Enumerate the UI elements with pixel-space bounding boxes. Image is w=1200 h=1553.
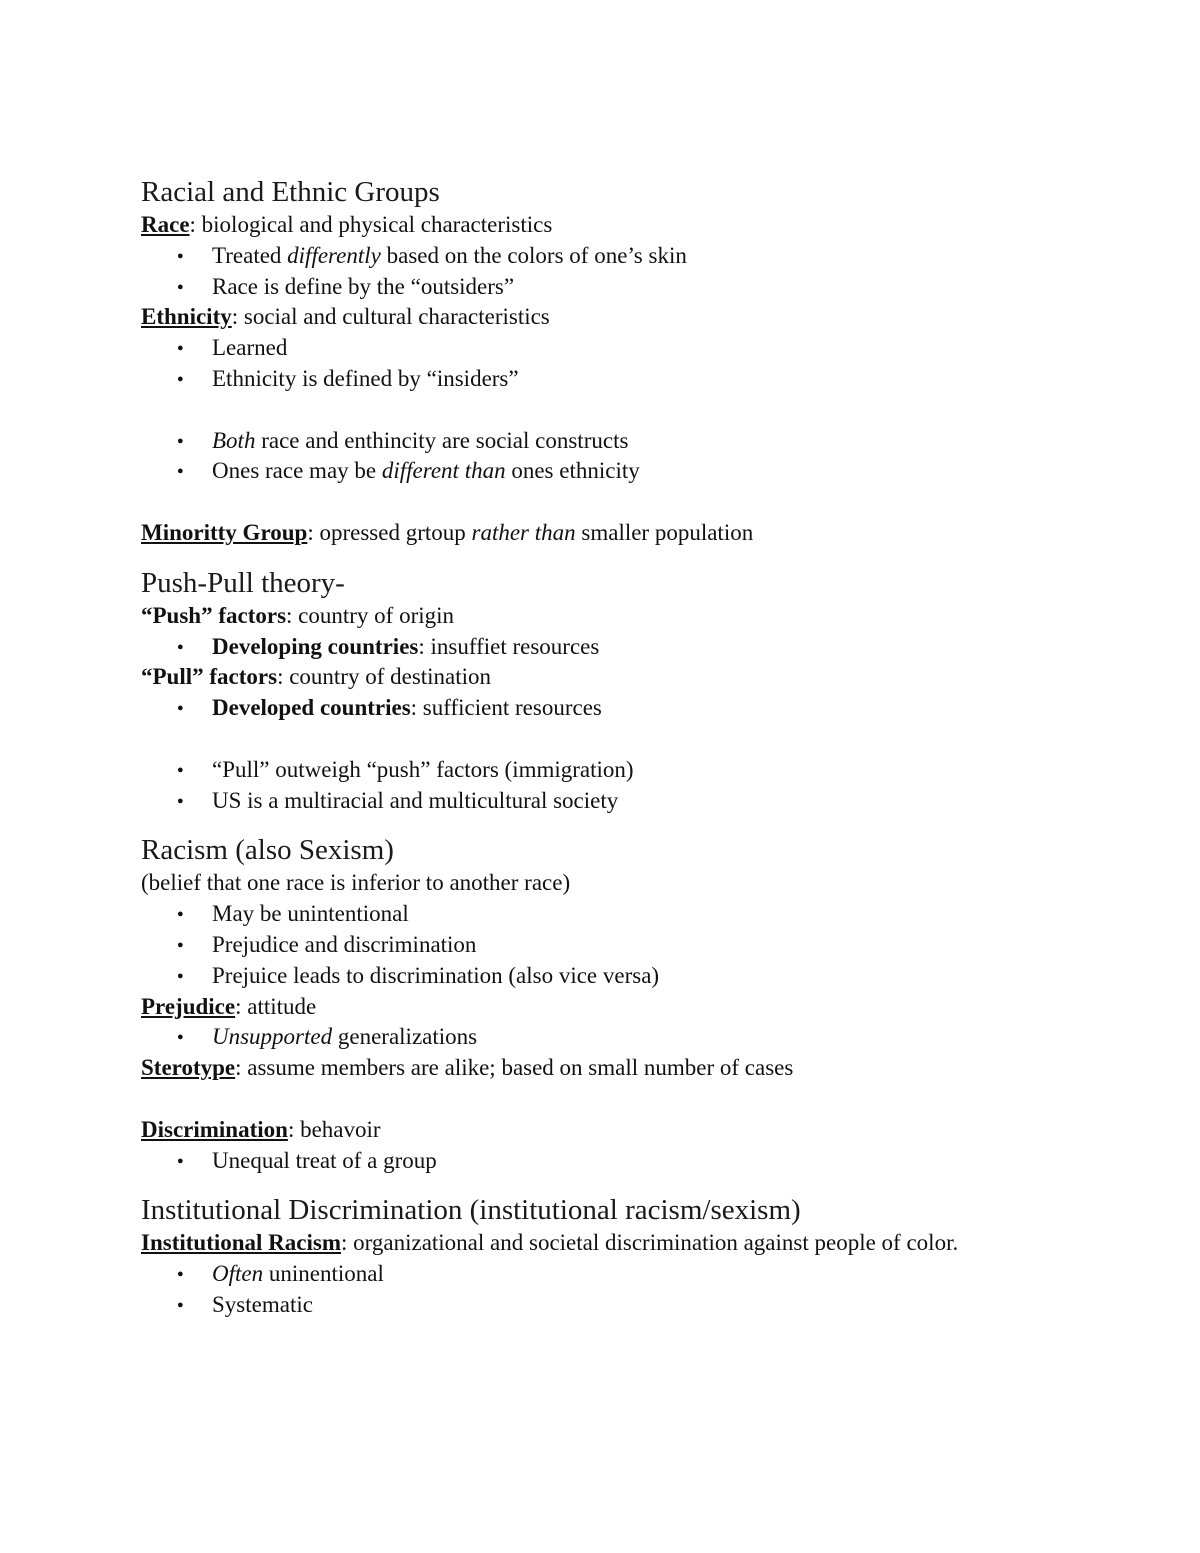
definition-ethnicity: Ethnicity: social and cultural characteristics [141, 304, 550, 330]
list-item: ● Often uninentional [141, 1259, 1041, 1290]
document-page [141, 170, 1041, 1321]
definition-prejudice: Prejudice: attitude [141, 993, 317, 1019]
list-item: ● Treated differently based on the colors of one’s skin [141, 241, 1041, 272]
pull-bullets [141, 693, 1041, 724]
constructs-bullets [141, 426, 1041, 488]
definition-institutional-racism: Institutional Racism: organizational and societal discrimination against people of color. [141, 1230, 959, 1256]
term-pull-factors: “Pull” factors [141, 664, 278, 690]
term-discrimination: Discrimination [141, 1116, 288, 1142]
list-item: ● Developing countries: insuffiet resources [141, 632, 1041, 663]
heading-racial-ethnic-groups: Racial and Ethnic Groups [141, 176, 440, 208]
list-item: ● Prejuice leads to discrimination (also vice versa) [141, 961, 1041, 992]
list-item: ● Race is define by the “outsiders” [141, 272, 1041, 303]
racism-intro: (belief that one race is inferior to another race) [141, 870, 571, 896]
race-bullets [141, 241, 1041, 303]
list-item: ● Learned [141, 333, 1041, 364]
term-stereotype: Sterotype [141, 1055, 236, 1081]
list-item: ● Developed countries: sufficient resources [141, 693, 1041, 724]
list-item: ● Unsupported generalizations [141, 1022, 1041, 1053]
term-minority-group: Minoritty Group [141, 519, 308, 545]
list-item: ● US is a multiracial and multicultural society [141, 786, 1041, 817]
list-item: ● Ones race may be different than ones ethnicity [141, 456, 1041, 487]
list-item: ● Systematic [141, 1290, 1041, 1321]
racism-bullets [141, 899, 1041, 991]
list-item: ● May be unintentional [141, 899, 1041, 930]
ethnicity-bullets [141, 333, 1041, 395]
immigration-bullets [141, 755, 1041, 817]
heading-push-pull-theory: Push-Pull theory- [141, 566, 345, 599]
list-item: ● Prejudice and discrimination [141, 930, 1041, 961]
heading-racism: Racism (also Sexism) [141, 834, 394, 867]
definition-minority-group: Minoritty Group: opressed grtoup rather than smaller population [141, 519, 754, 545]
term-ethnicity: Ethnicity [141, 304, 232, 330]
list-item: ● Both race and enthincity are social constructs [141, 426, 1041, 457]
term-push-factors: “Push” factors [141, 602, 287, 628]
heading-institutional-discrimination: Institutional Discrimination (institutional racism/sexism) [141, 1194, 801, 1227]
prejudice-bullets [141, 1022, 1041, 1053]
list-item: ● Ethnicity is defined by “insiders” [141, 364, 1041, 395]
definition-stereotype: Sterotype: assume members are alike; based on small number of cases [141, 1055, 794, 1081]
definition-push-factors: “Push” factors: country of origin [141, 602, 455, 628]
term-institutional-racism: Institutional Racism [141, 1230, 341, 1256]
term-prejudice: Prejudice [141, 993, 236, 1019]
push-bullets [141, 632, 1041, 663]
definition-discrimination: Discrimination: behavoir [141, 1116, 381, 1142]
institutional-bullets [141, 1259, 1041, 1321]
term-race: Race [141, 212, 190, 237]
definition-pull-factors: “Pull” factors: country of destination [141, 664, 492, 690]
definition-race: Race: biological and physical characteristics [141, 212, 553, 237]
list-item: ● “Pull” outweigh “push” factors (immigration) [141, 755, 1041, 786]
discrimination-bullets [141, 1146, 1041, 1177]
list-item: ● Unequal treat of a group [141, 1146, 1041, 1177]
